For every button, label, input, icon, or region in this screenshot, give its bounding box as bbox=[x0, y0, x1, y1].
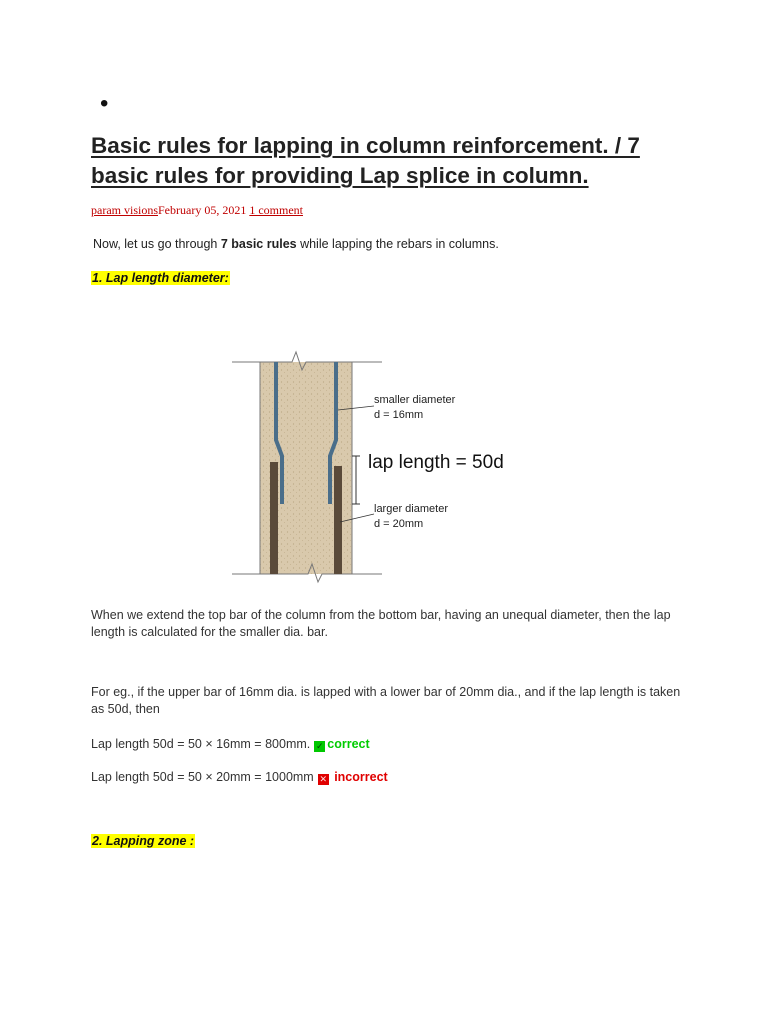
cross-icon: ✕ bbox=[319, 774, 327, 784]
lap-splice-svg bbox=[232, 344, 532, 590]
larger-diameter-value: d = 20mm bbox=[374, 518, 424, 530]
intro-text bbox=[93, 237, 499, 251]
comments-link[interactable]: 1 comment bbox=[249, 203, 303, 217]
equation-correct bbox=[91, 737, 370, 752]
equation-correct-text: Lap length 50d = 50 × 16mm = 800mm. bbox=[91, 737, 311, 751]
lower-bar-right bbox=[334, 466, 342, 574]
post-title[interactable]: Basic rules for lapping in column reinforcement. / 7 basic rules for providing Lap splice in column. bbox=[91, 133, 640, 188]
intro-before: Now, let us go through bbox=[93, 237, 221, 251]
lower-bar-left bbox=[270, 462, 278, 574]
post-meta bbox=[91, 203, 303, 218]
section-heading-lap-length: 1. Lap length diameter: bbox=[92, 271, 229, 285]
explanation-paragraph: When we extend the top bar of the column from the bottom bar, having an unequal diameter, then the lap length is calculated for the smaller dia. bar. bbox=[91, 608, 671, 639]
equation-incorrect-text: Lap length 50d = 50 × 20mm = 1000mm bbox=[91, 770, 314, 784]
smaller-diameter-value: d = 16mm bbox=[374, 409, 424, 421]
check-icon: ✓ bbox=[315, 741, 324, 751]
post-date: February 05, 2021 bbox=[158, 203, 247, 217]
intro-after: while lapping the rebars in columns. bbox=[296, 237, 499, 251]
lap-length-label: lap length = 50d bbox=[368, 452, 504, 473]
correct-label: correct bbox=[327, 737, 370, 751]
list-bullet: • bbox=[100, 90, 109, 117]
equation-incorrect bbox=[91, 770, 388, 785]
lap-splice-diagram bbox=[232, 344, 532, 590]
intro-bold: 7 basic rules bbox=[220, 237, 297, 251]
incorrect-label: incorrect bbox=[330, 770, 388, 784]
section-heading-lapping-zone: 2. Lapping zone : bbox=[92, 834, 195, 848]
example-paragraph: For eg., if the upper bar of 16mm dia. is lapped with a lower bar of 20mm dia., and if the lap length is taken as 50d, then bbox=[91, 685, 681, 716]
author-link[interactable]: param visions bbox=[91, 203, 158, 217]
larger-diameter-label: larger diameter bbox=[374, 503, 448, 515]
smaller-diameter-label: smaller diameter bbox=[374, 394, 456, 406]
